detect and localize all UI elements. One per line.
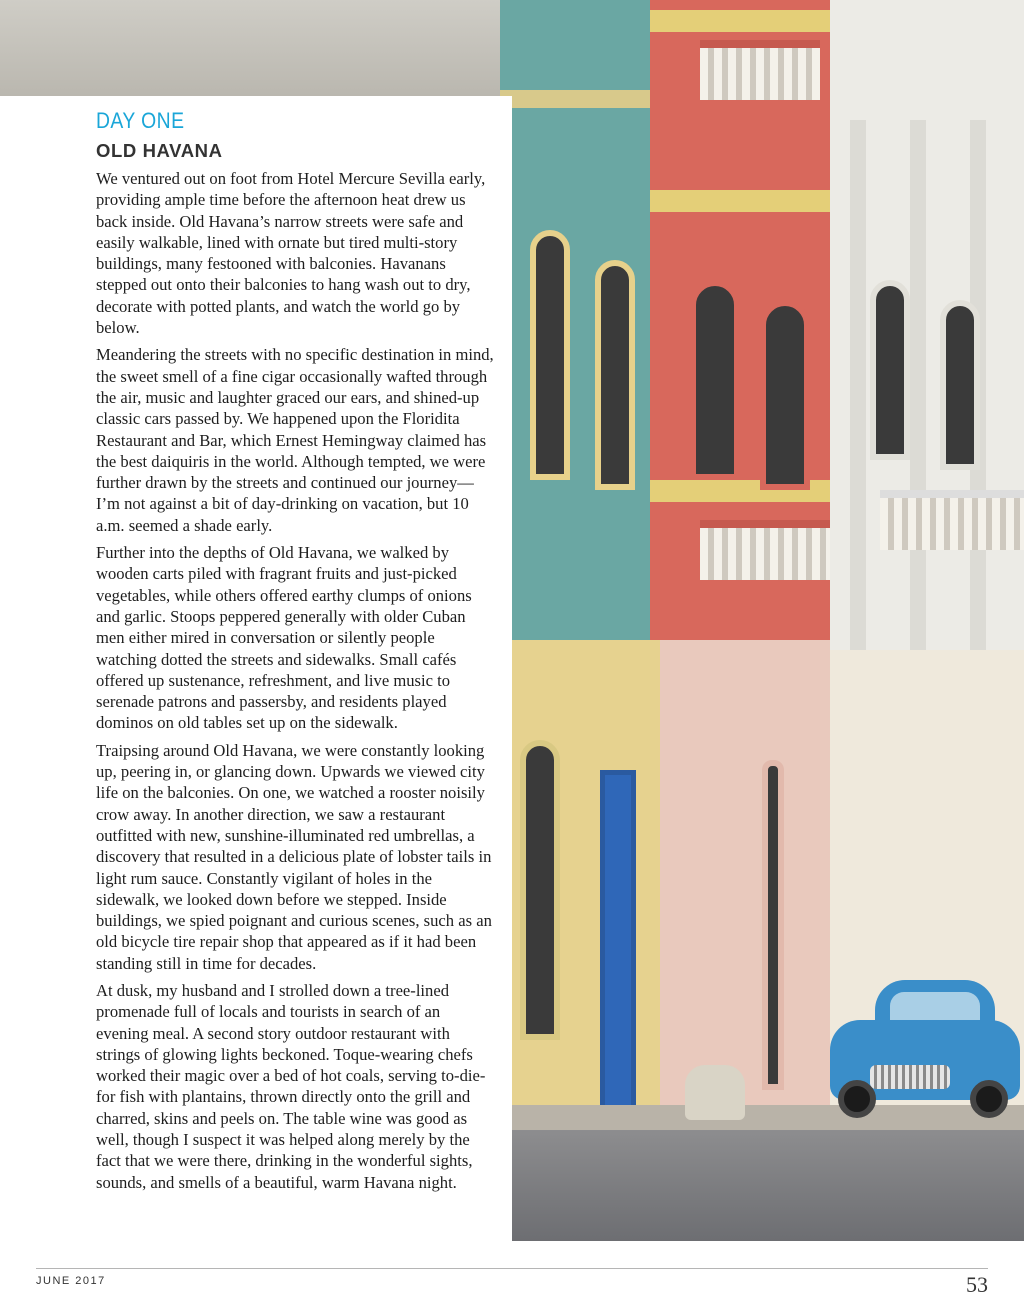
issue-date: JUNE 2017 <box>36 1275 106 1287</box>
article-paragraph: At dusk, my husband and I strolled down a tree-lined promenade full of locals and tourists in search of an evening meal. A second story outdoor restaurant with strings of glowing lights beckoned. Toque-wearing chefs worked their magic over a bed of hot coals, serving to-die-for fish with plantains, thrown directly onto the grill and charred, skins and peels on. The table wine was good as well, though I suspect it was helped along merely by the fact that we were there, drinking in the wonderful sights, sounds, and smells of a beautiful, warm Havana night. <box>96 980 486 1192</box>
balcony <box>700 40 820 100</box>
footer-rule <box>36 1268 988 1269</box>
sacks <box>685 1065 745 1120</box>
page-number: 53 <box>966 1272 988 1297</box>
article-paragraph: Traipsing around Old Havana, we were constantly looking up, peering in, or glancing down. Upwards we viewed city life on the balconies. On one, we watched a rooster noisily crow away. In another direction, we saw a restaurant outfitted with new, sunshine-illuminated red umbrellas, a discovery that resulted in a delicious plate of lobster tails in light rum sauce. Constantly vigilant of holes in the sidewalk, we looked down before we stepped. Inside buildings, we spied poignant and curious scenes, such as an old bicycle tire repair shop that appeared as if it had been standing still in time for decades. <box>96 740 492 973</box>
article-paragraph: Further into the depths of Old Havana, we walked by wooden carts piled with fragrant fruits and just-picked vegetables, while others offered earthy clumps of onions and garlic. Stoops peppered generally with older Cuban men either mired in conversation or silently people watching dotted the streets and sidewalks. Small cafés offered up sustenance, refreshment, and live music to serenade patrons and passersby, and residents played dominos on old tables set up on the sidewalk. <box>96 543 472 733</box>
balcony <box>880 490 1024 550</box>
classic-blue-car <box>830 980 1020 1130</box>
article-headline: OLD HAVANA <box>96 140 223 161</box>
doorway <box>762 760 784 1090</box>
pink-building <box>660 640 830 1150</box>
background-wall <box>0 0 520 100</box>
blue-door <box>600 770 636 1110</box>
section-label: DAY ONE <box>96 108 185 133</box>
arched-window <box>595 260 635 490</box>
article-text-panel <box>0 96 512 1241</box>
arched-doorway <box>520 740 560 1040</box>
arched-window <box>870 280 910 460</box>
article-paragraph: We ventured out on foot from Hotel Mercure Sevilla early, providing ample time before the afternoon heat drew us back inside. Old Havana’s narrow streets were safe and easily walkable, lined with ornate but tired multi-story buildings, many festooned with balconies. Havanans stepped out onto their balconies to hang wash out to dry, decorate with potted plants, and watch the world go by below. <box>96 169 486 338</box>
article-paragraph: Meandering the streets with no specific destination in mind, the sweet smell of a fine cigar occasionally wafted through the air, music and laughter graced our ears, and shined-up classic cars passed by. We happened upon the Floridita Restaurant and Bar, which Ernest Hemingway claimed has the best daiquiris in the world. Although tempted, we were further drawn by the streets and continued our journey—I’m not against a bit of day-drinking on vacation, but 10 a.m. seemed a shade early. <box>96 345 494 535</box>
street <box>512 1130 1024 1241</box>
arched-window <box>760 300 810 490</box>
arched-window <box>690 280 740 480</box>
arched-window <box>940 300 980 470</box>
arched-window <box>530 230 570 480</box>
